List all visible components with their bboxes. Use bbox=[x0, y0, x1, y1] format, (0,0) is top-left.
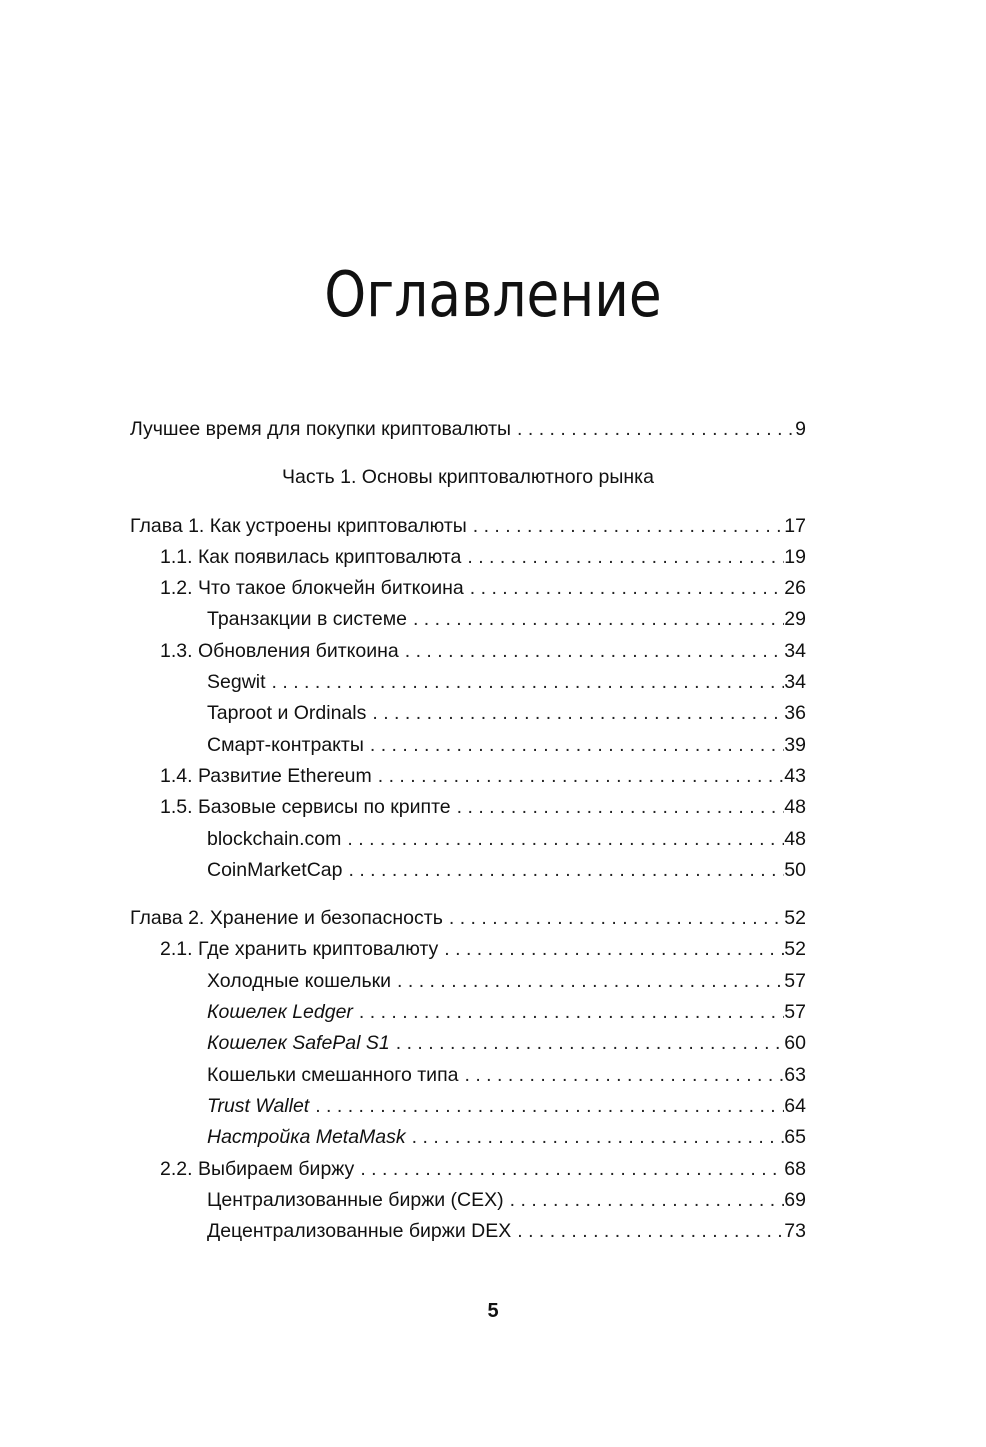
toc-entry-page: 19 bbox=[784, 545, 806, 568]
page-title: Оглавление bbox=[324, 258, 662, 331]
toc-entry-page: 73 bbox=[784, 1220, 806, 1243]
toc-entry[interactable] bbox=[130, 792, 806, 823]
toc-entry-page: 29 bbox=[784, 608, 806, 631]
toc-entry-page: 65 bbox=[784, 1126, 806, 1149]
leader-dots bbox=[467, 511, 785, 542]
toc-entry-label: Кошелек SafePal S1 bbox=[207, 1032, 390, 1055]
toc-entry-page: 39 bbox=[784, 733, 806, 756]
toc-entry-label: blockchain.com bbox=[207, 827, 342, 850]
leader-dots bbox=[266, 667, 785, 698]
leader-dots bbox=[342, 855, 784, 886]
leader-dots bbox=[461, 542, 784, 573]
toc-entry-intro[interactable] bbox=[130, 414, 806, 445]
leader-dots bbox=[390, 1028, 785, 1059]
part-heading: Часть 1. Основы криптовалютного рынка bbox=[282, 466, 654, 489]
toc-entry-page: 48 bbox=[784, 827, 806, 850]
toc-entry-page: 63 bbox=[784, 1063, 806, 1086]
toc-entry-page: 57 bbox=[784, 969, 806, 992]
leader-dots bbox=[399, 636, 785, 667]
toc-entry[interactable] bbox=[130, 1028, 806, 1059]
spacer bbox=[130, 886, 806, 903]
toc-entry-page: 9 bbox=[795, 418, 806, 440]
toc-entry[interactable] bbox=[130, 1122, 806, 1153]
leader-dots bbox=[451, 792, 785, 823]
leader-dots bbox=[511, 1216, 784, 1247]
toc-entry-label: Децентрализованные биржи DEX bbox=[207, 1220, 512, 1243]
toc-entry[interactable] bbox=[130, 1216, 806, 1247]
toc-entry-label: CoinMarketCap bbox=[207, 858, 343, 881]
toc-entry[interactable] bbox=[130, 542, 806, 573]
toc-entry-label: 2.1. Где хранить криптовалюту bbox=[160, 938, 439, 961]
toc-entry-label: 1.3. Обновления биткоина bbox=[160, 639, 399, 662]
toc-entry-label: Кошельки смешанного типа bbox=[207, 1063, 459, 1086]
toc-entry[interactable] bbox=[130, 966, 806, 997]
toc-entry-label: Trust Wallet bbox=[207, 1094, 310, 1117]
toc-entry[interactable] bbox=[130, 604, 806, 635]
toc-entry[interactable] bbox=[130, 698, 806, 729]
toc-entry-label: Централизованные биржи (CEX) bbox=[207, 1188, 504, 1211]
toc-chapter-1[interactable] bbox=[130, 511, 806, 542]
toc-entry-label: Глава 2. Хранение и безопасность bbox=[130, 907, 443, 930]
leader-dots bbox=[438, 934, 784, 965]
toc-entry[interactable] bbox=[130, 824, 806, 855]
leader-dots bbox=[511, 414, 795, 445]
toc-entry-page: 48 bbox=[784, 796, 806, 819]
toc-entry-label: Segwit bbox=[207, 671, 266, 694]
toc-entry-page: 34 bbox=[784, 671, 806, 694]
toc-entry-label: 1.2. Что такое блокчейн биткоина bbox=[160, 577, 464, 600]
toc-entry-label: Холодные кошельки bbox=[207, 969, 392, 992]
toc-entry-page: 64 bbox=[784, 1094, 806, 1117]
toc-entry[interactable] bbox=[130, 573, 806, 604]
toc-entry-label: Taproot и Ordinals bbox=[207, 702, 367, 725]
leader-dots bbox=[391, 966, 784, 997]
toc-entry[interactable] bbox=[130, 1091, 806, 1122]
toc-entry[interactable] bbox=[130, 1154, 806, 1185]
toc-entry-page: 52 bbox=[784, 907, 806, 930]
toc-entry[interactable] bbox=[130, 855, 806, 886]
leader-dots bbox=[504, 1185, 785, 1216]
toc-entry-label: Лучшее время для покупки криптовалюты bbox=[130, 418, 512, 440]
page-number: 5 bbox=[487, 1300, 499, 1322]
leader-dots bbox=[443, 903, 784, 934]
leader-dots bbox=[364, 730, 784, 761]
toc-entry-label: 2.2. Выбираем биржу bbox=[160, 1157, 355, 1180]
leader-dots bbox=[407, 604, 784, 635]
toc-entry-page: 43 bbox=[784, 764, 806, 787]
toc-entry[interactable] bbox=[130, 636, 806, 667]
toc-entry-label: Кошелек Ledger bbox=[207, 1001, 353, 1024]
leader-dots bbox=[309, 1091, 784, 1122]
table-of-contents bbox=[130, 414, 806, 1247]
toc-entry[interactable] bbox=[130, 997, 806, 1028]
toc-entry-page: 69 bbox=[784, 1188, 806, 1211]
toc-entry[interactable] bbox=[130, 1185, 806, 1216]
leader-dots bbox=[366, 698, 784, 729]
toc-entry-label: Смарт-контракты bbox=[207, 733, 364, 756]
toc-entry-label: Транзакции в системе bbox=[207, 608, 407, 631]
leader-dots bbox=[458, 1060, 784, 1091]
toc-entry[interactable] bbox=[130, 1060, 806, 1091]
leader-dots bbox=[372, 761, 785, 792]
toc-entry-label: 1.1. Как появилась криптовалюта bbox=[160, 545, 462, 568]
toc-entry-label: Настройка MetaMask bbox=[207, 1126, 406, 1149]
toc-entry-label: 1.4. Развитие Ethereum bbox=[160, 764, 372, 787]
toc-entry[interactable] bbox=[130, 730, 806, 761]
toc-chapter-2[interactable] bbox=[130, 903, 806, 934]
leader-dots bbox=[341, 824, 784, 855]
toc-entry[interactable] bbox=[130, 934, 806, 965]
toc-entry-page: 36 bbox=[784, 702, 806, 725]
toc-entry-page: 57 bbox=[784, 1001, 806, 1024]
toc-entry[interactable] bbox=[130, 667, 806, 698]
leader-dots bbox=[353, 997, 784, 1028]
leader-dots bbox=[354, 1154, 784, 1185]
toc-entry-page: 60 bbox=[784, 1032, 806, 1055]
toc-entry-page: 52 bbox=[784, 938, 806, 961]
toc-entry-label: 1.5. Базовые сервисы по крипте bbox=[160, 796, 451, 819]
leader-dots bbox=[406, 1122, 785, 1153]
toc-entry-label: Глава 1. Как устроены криптовалюты bbox=[130, 514, 467, 537]
toc-entry[interactable] bbox=[130, 761, 806, 792]
toc-entry-page: 34 bbox=[784, 639, 806, 662]
toc-entry-page: 26 bbox=[784, 577, 806, 600]
toc-entry-page: 68 bbox=[784, 1157, 806, 1180]
toc-entry-page: 17 bbox=[784, 514, 806, 537]
toc-entry-page: 50 bbox=[784, 858, 806, 881]
leader-dots bbox=[464, 573, 785, 604]
